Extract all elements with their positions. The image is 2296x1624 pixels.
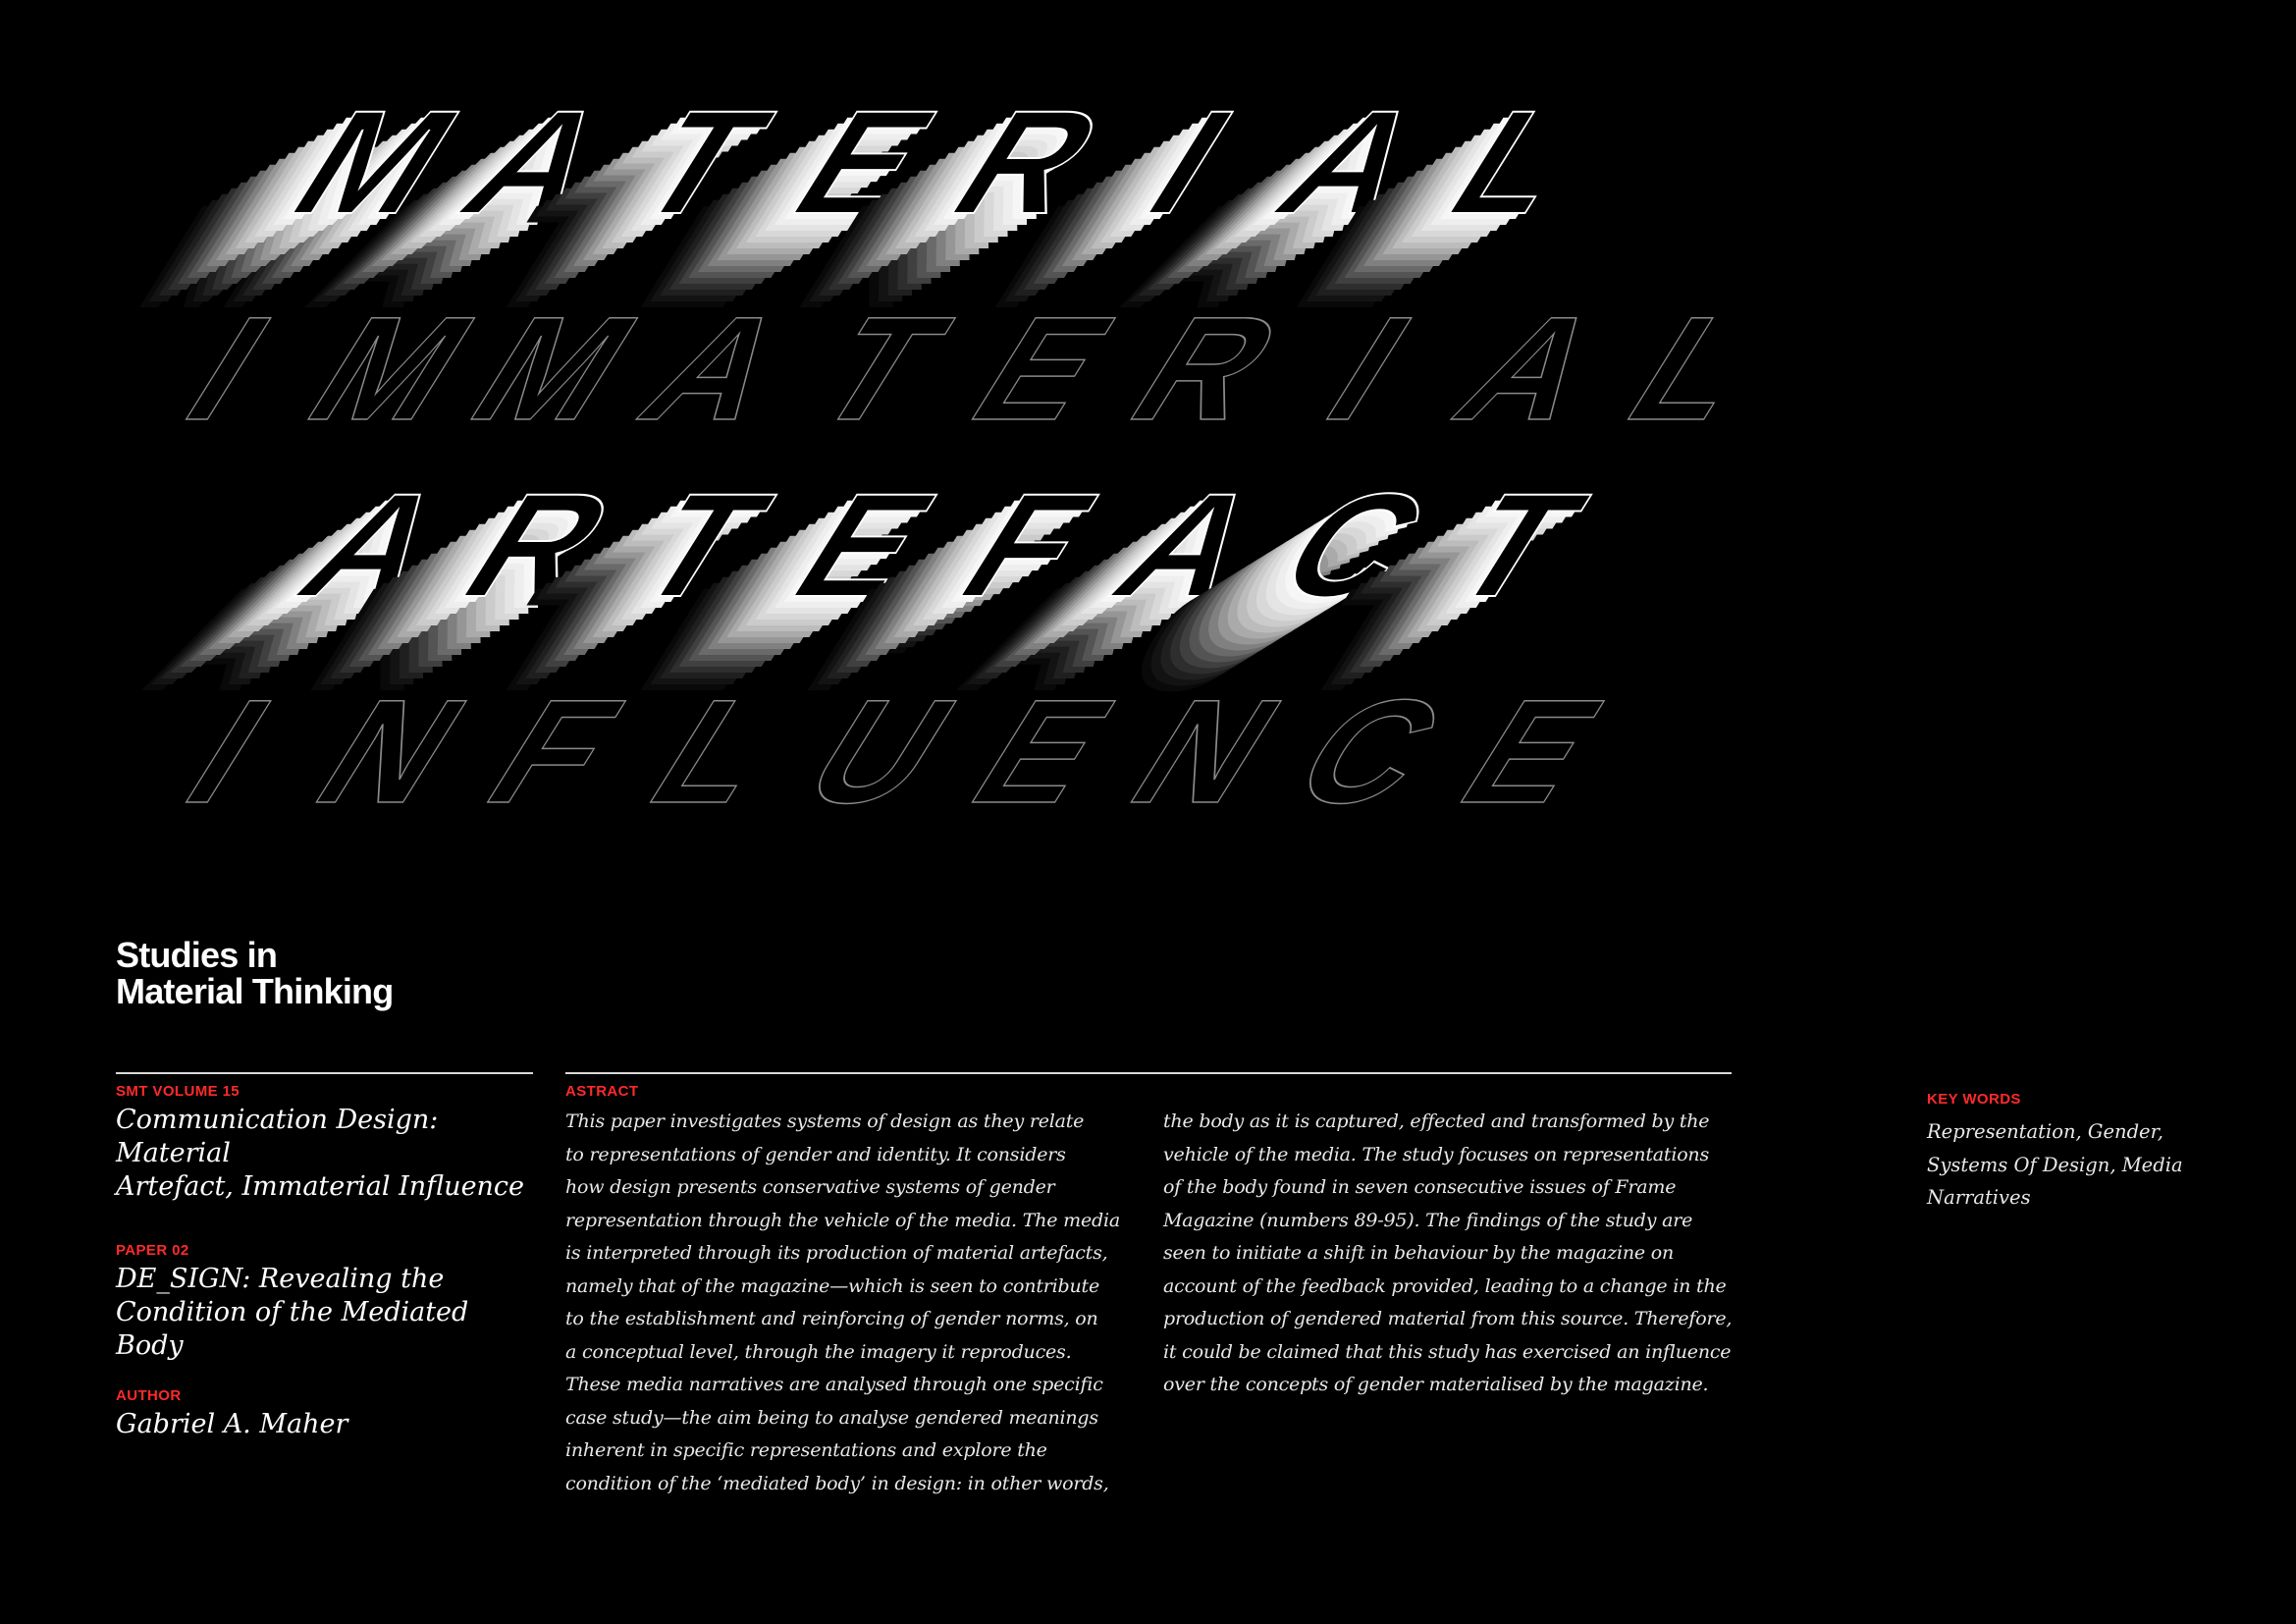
abstract-line: condition of the ‘mediated body’ in design: in other words, bbox=[565, 1472, 1109, 1494]
journal-masthead bbox=[116, 937, 393, 1009]
abstract-column-1 bbox=[565, 1106, 1135, 1500]
volume-title-line-2: Artefact, Immaterial Influence bbox=[116, 1171, 525, 1202]
headline-letter: I bbox=[1118, 80, 1263, 244]
abstract-line: it could be claimed that this study has exercised an influence bbox=[1163, 1340, 1732, 1363]
abstract-line: namely that of the magazine—which is seen to contribute bbox=[565, 1274, 1099, 1297]
headline-letter: A bbox=[1086, 462, 1296, 627]
headline-letter: A bbox=[1249, 80, 1459, 244]
abstract-line: inherent in specific representations and explore the bbox=[565, 1439, 1047, 1461]
headline-letter: M bbox=[442, 286, 667, 451]
headline-letter: R bbox=[1101, 286, 1311, 451]
abstract-line: is interpreted through its production of material artefacts, bbox=[565, 1242, 1108, 1264]
headline-artefact bbox=[271, 462, 1614, 627]
headline-letter: T bbox=[783, 286, 978, 451]
abstract-line: These media narratives are analysed through one specific bbox=[565, 1374, 1103, 1395]
abstract-line: seen to initiate a shift in behaviour by the magazine on bbox=[1163, 1242, 1675, 1264]
volume-title bbox=[116, 1104, 538, 1204]
abstract-rule bbox=[565, 1072, 1732, 1074]
headline-immaterial bbox=[147, 286, 1792, 451]
headline-letter: I bbox=[156, 669, 301, 834]
keywords-label: KEY WORDS bbox=[1927, 1091, 2021, 1108]
abstract-line: case study—the aim being to analyse gendered meanings bbox=[565, 1406, 1098, 1429]
abstract-line: vehicle of the media. The study focuses on representations bbox=[1163, 1143, 1710, 1165]
paper-title bbox=[116, 1263, 538, 1363]
volume-label: SMT VOLUME 15 bbox=[116, 1083, 240, 1100]
abstract-label: ASTRACT bbox=[565, 1083, 639, 1100]
abstract-line: to the establishment and reinforcing of gender norms, on bbox=[565, 1308, 1098, 1329]
headline-letter: T bbox=[605, 80, 799, 244]
headline-letter: N bbox=[287, 669, 497, 834]
headline-letter: E bbox=[764, 80, 966, 244]
headline-letter: E bbox=[1431, 669, 1633, 834]
volume-title-line-1: Communication Design: Material bbox=[116, 1105, 439, 1168]
headline-letter: C bbox=[1264, 669, 1474, 834]
headline-letter: T bbox=[1419, 462, 1614, 627]
headline-letter: L bbox=[1598, 286, 1792, 451]
headline-letter: A bbox=[613, 286, 823, 451]
paper-title-line-2: Condition of the Mediated Body bbox=[116, 1297, 469, 1361]
headline-letter: F bbox=[931, 462, 1125, 627]
headline-letter: R bbox=[923, 80, 1133, 244]
paper-title-line-1: DE_SIGN: Revealing the bbox=[116, 1264, 445, 1294]
masthead-line-1: Studies in bbox=[116, 935, 278, 975]
abstract-line: Magazine (numbers 89-95). The findings of the study are bbox=[1163, 1209, 1693, 1231]
headline-letter: A bbox=[271, 462, 481, 627]
headline-letter: N bbox=[1101, 669, 1311, 834]
headline-letter: M bbox=[279, 286, 505, 451]
keyword-line: Narratives bbox=[1927, 1186, 2031, 1209]
abstract-line: This paper investigates systems of design as they relate bbox=[565, 1110, 1085, 1132]
headline-letter: E bbox=[942, 669, 1145, 834]
headline-material bbox=[263, 80, 1614, 244]
abstract-line: over the concepts of gender materialised by the magazine. bbox=[1163, 1374, 1709, 1395]
headline-letter: M bbox=[263, 80, 489, 244]
abstract-line: a conceptual level, through the imagery it reproduces. bbox=[565, 1340, 1072, 1363]
headline-letter: C bbox=[1249, 462, 1459, 627]
keywords-list bbox=[1927, 1115, 2183, 1215]
abstract-line: how design presents conservative systems of gender bbox=[565, 1176, 1055, 1198]
headline-letter: F bbox=[457, 669, 652, 834]
headline-letter: U bbox=[775, 669, 986, 834]
keyword-line: Systems Of Design, Media bbox=[1927, 1153, 2183, 1176]
abstract-line: to representations of gender and identity. It considers bbox=[565, 1143, 1066, 1165]
author-name: Gabriel A. Maher bbox=[116, 1409, 348, 1439]
masthead-line-2: Material Thinking bbox=[116, 971, 394, 1011]
headline-letter: L bbox=[1419, 80, 1614, 244]
author-label: AUTHOR bbox=[116, 1387, 182, 1404]
left-column-rule bbox=[116, 1072, 533, 1074]
headline-letter: A bbox=[434, 80, 644, 244]
abstract-line: representation through the vehicle of the media. The media bbox=[565, 1209, 1120, 1231]
headline-influence bbox=[147, 669, 1633, 834]
abstract-line: production of gendered material from this source. Therefore, bbox=[1163, 1308, 1733, 1329]
abstract-line: account of the feedback provided, leading to a change in the bbox=[1163, 1274, 1727, 1297]
paper-label: PAPER 02 bbox=[116, 1242, 189, 1259]
headline-letter: E bbox=[764, 462, 966, 627]
headline-letter: I bbox=[1297, 286, 1442, 451]
headline-letter: R bbox=[434, 462, 644, 627]
headline-letter: T bbox=[605, 462, 799, 627]
headline-letter: L bbox=[620, 669, 815, 834]
abstract-line: the body as it is captured, effected and transformed by the bbox=[1163, 1110, 1710, 1132]
headline-letter: E bbox=[942, 286, 1145, 451]
abstract-line: of the body found in seven consecutive issues of Frame bbox=[1163, 1176, 1677, 1198]
headline-letter: I bbox=[156, 286, 301, 451]
keyword-line: Representation, Gender, bbox=[1927, 1120, 2163, 1143]
abstract-column-2 bbox=[1163, 1106, 1733, 1402]
headline-letter: A bbox=[1427, 286, 1637, 451]
